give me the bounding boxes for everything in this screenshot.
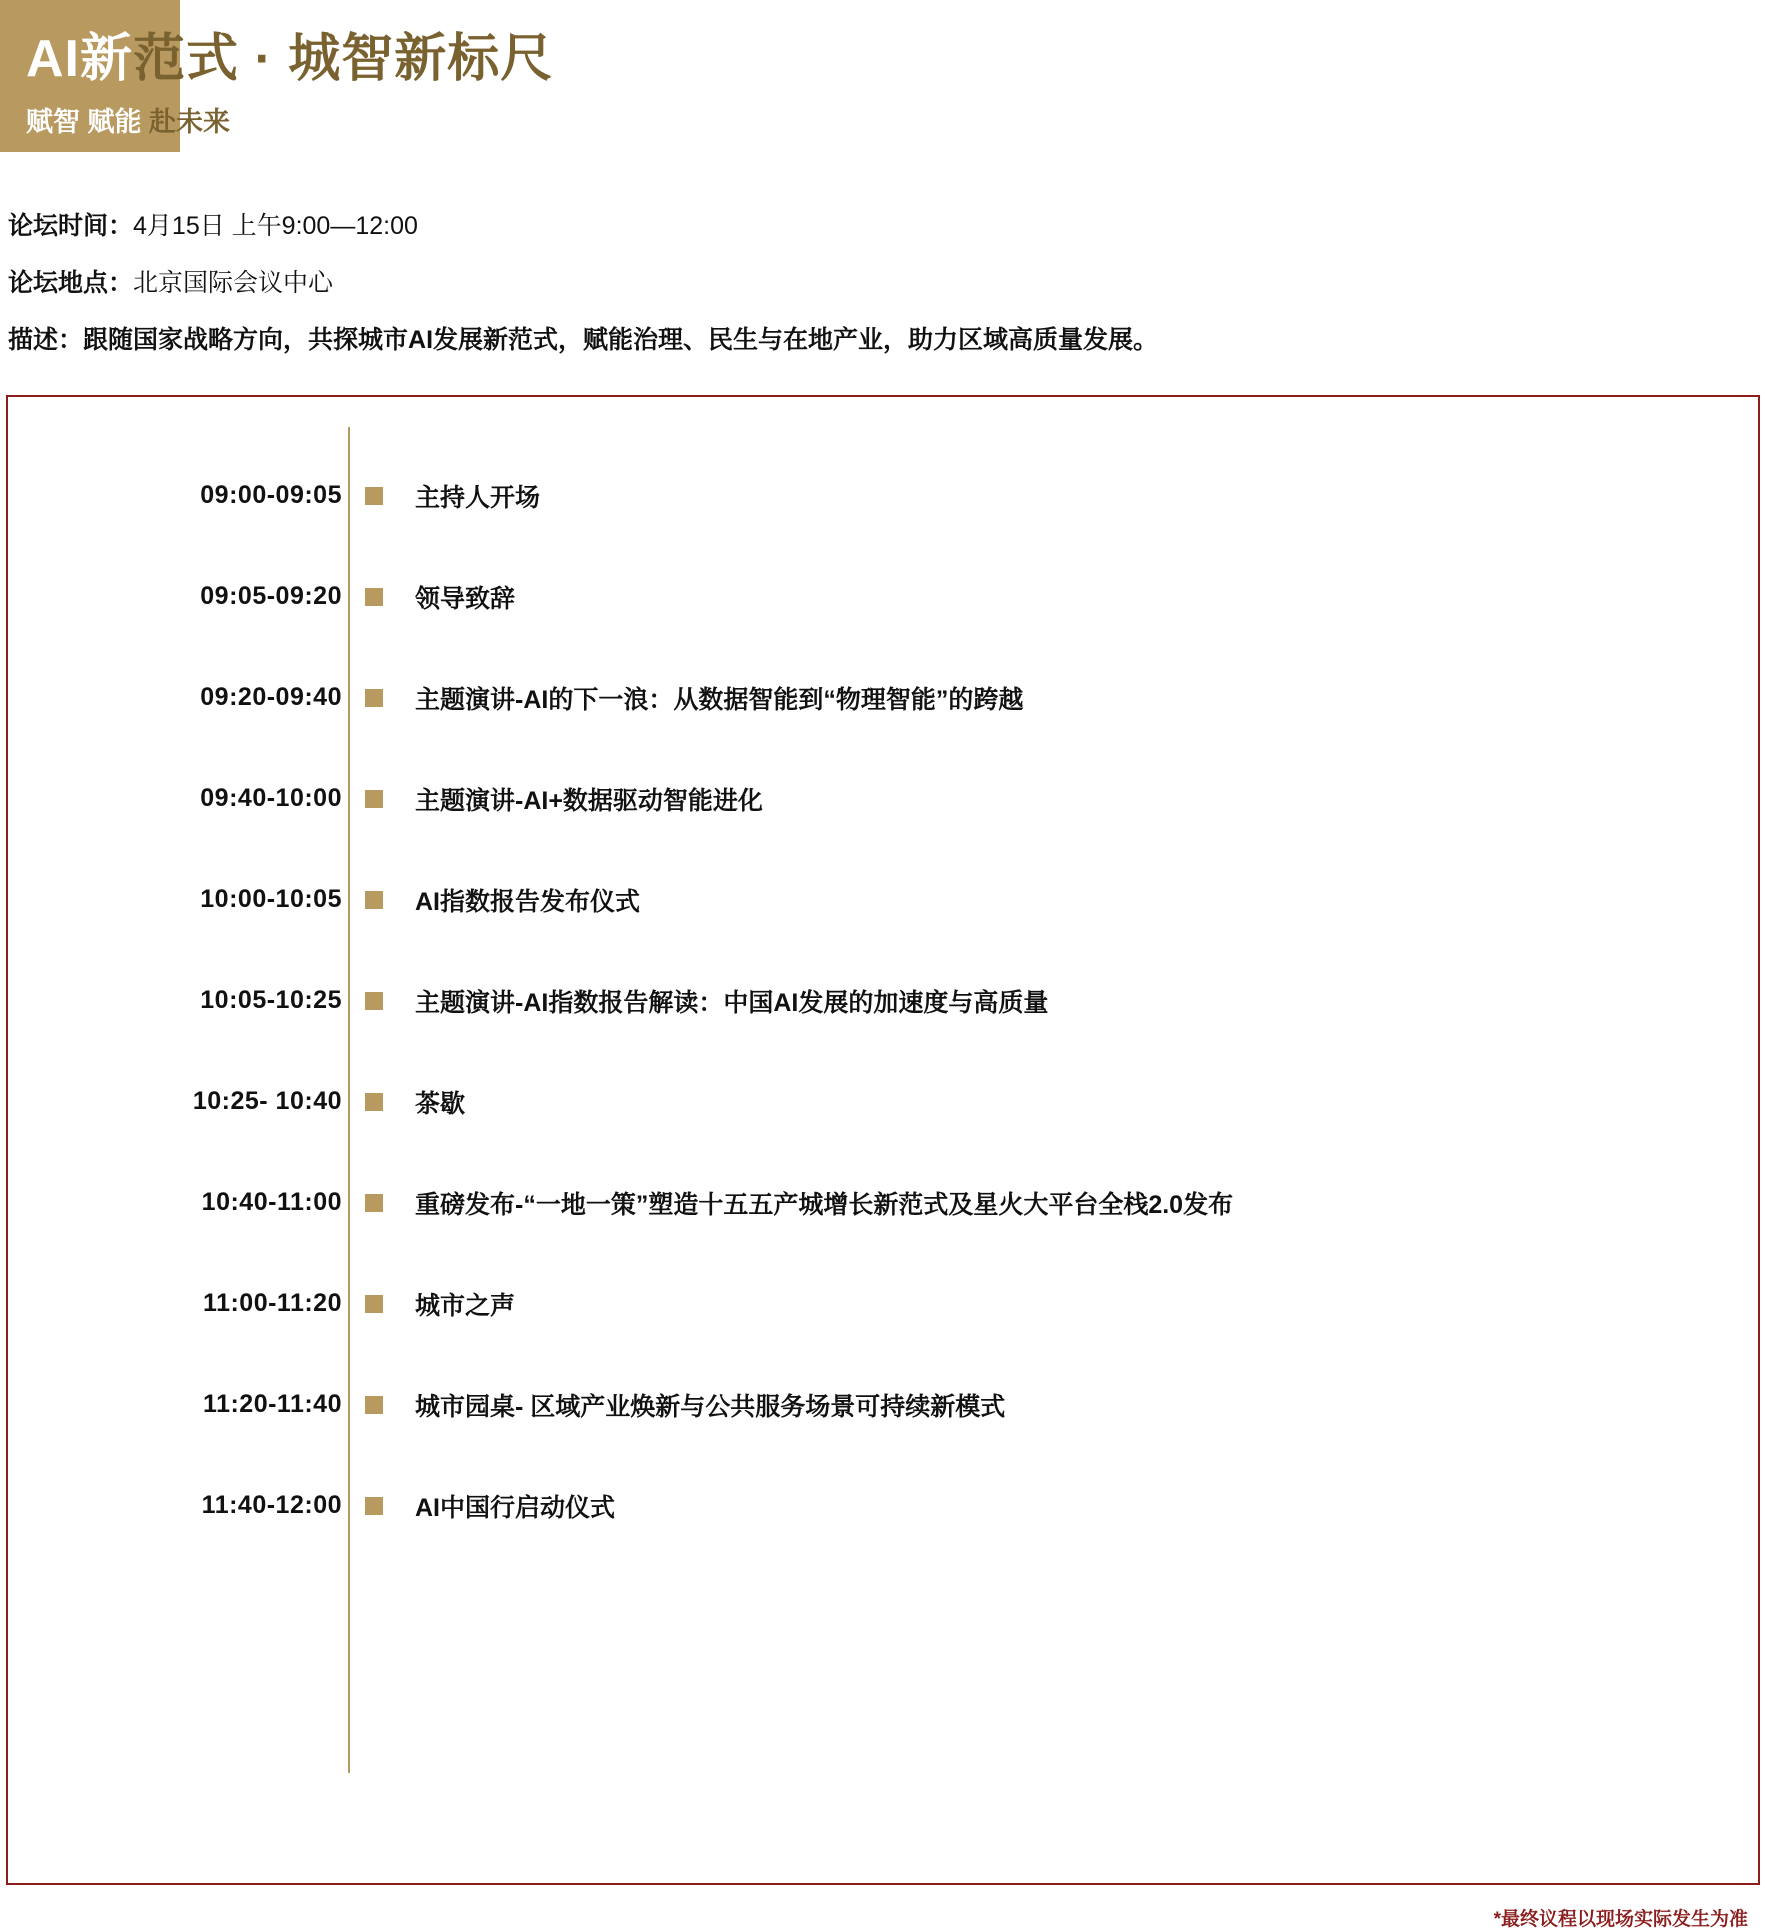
agenda-bullet-icon <box>365 1194 383 1212</box>
agenda-title: 茶歇 <box>415 1089 466 1118</box>
page-title-rest: 范式 · 城智新标尺 <box>133 30 554 88</box>
page-subtitle-highlight: 赋智 赋能 <box>26 107 142 137</box>
agenda-time: 10:25- 10:40 <box>192 1087 342 1115</box>
agenda-row <box>8 950 1758 1051</box>
agenda-title: 主持人开场 <box>415 483 541 512</box>
agenda-bullet-icon <box>365 689 383 707</box>
forum-time-value: 4月15日 上午9:00—12:00 <box>133 212 418 240</box>
agenda-row <box>8 445 1758 546</box>
agenda-bullet-icon <box>365 1497 383 1515</box>
agenda-title: 城市园桌- 区域产业焕新与公共服务场景可持续新模式 <box>415 1392 1006 1421</box>
agenda-list <box>8 397 1758 1556</box>
agenda-bullet-icon <box>365 1295 383 1313</box>
forum-place-label: 论坛地点： <box>8 269 134 297</box>
page-subtitle-rest: 赴未来 <box>141 107 231 137</box>
agenda-bullet-icon <box>365 891 383 909</box>
forum-place-value: 北京国际会议中心 <box>133 269 334 297</box>
agenda-panel <box>6 395 1760 1930</box>
forum-desc-row <box>8 328 1766 353</box>
agenda-bullet-icon <box>365 992 383 1010</box>
forum-place-row <box>8 271 1766 296</box>
forum-desc-label: 描述： <box>8 326 84 354</box>
forum-desc-value: 跟随国家战略方向，共探城市AI发展新范式，赋能治理、民生与在地产业，助力区域高质量发展。 <box>83 326 1159 354</box>
forum-meta <box>8 214 1766 353</box>
page-subtitle <box>26 100 230 139</box>
agenda-title: 城市之声 <box>415 1291 516 1320</box>
agenda-row <box>8 849 1758 950</box>
agenda-time: 09:20-09:40 <box>200 683 342 711</box>
agenda-bullet-icon <box>365 1093 383 1111</box>
agenda-row <box>8 1455 1758 1556</box>
agenda-title: 主题演讲-AI的下一浪：从数据智能到“物理智能”的跨越 <box>415 685 1024 714</box>
page-title-highlight: AI新 <box>26 30 134 88</box>
forum-time-label: 论坛时间： <box>8 212 134 240</box>
agenda-bullet-icon <box>365 487 383 505</box>
agenda-title: 领导致辞 <box>415 584 516 613</box>
agenda-time: 10:00-10:05 <box>200 885 342 913</box>
agenda-title: 主题演讲-AI指数报告解读：中国AI发展的加速度与高质量 <box>415 988 1049 1017</box>
agenda-time: 09:00-09:05 <box>200 481 342 509</box>
agenda-row <box>8 748 1758 849</box>
agenda-title: 重磅发布-“一地一策”塑造十五五产城增长新范式及星火大平台全栈2.0发布 <box>415 1190 1234 1219</box>
agenda-row <box>8 1354 1758 1455</box>
agenda-footnote: *最终议程以现场实际发生为准 <box>1493 1909 1748 1930</box>
agenda-time: 11:20-11:40 <box>203 1390 342 1418</box>
agenda-row <box>8 1051 1758 1152</box>
agenda-bullet-icon <box>365 588 383 606</box>
agenda-time: 09:40-10:00 <box>200 784 342 812</box>
agenda-row <box>8 546 1758 647</box>
agenda-time: 10:05-10:25 <box>200 986 342 1014</box>
agenda-title: 主题演讲-AI+数据驱动智能进化 <box>415 786 763 815</box>
agenda-row <box>8 1152 1758 1253</box>
agenda-row <box>8 647 1758 748</box>
agenda-title: AI指数报告发布仪式 <box>415 887 641 916</box>
agenda-row <box>8 1253 1758 1354</box>
agenda-time: 11:40-12:00 <box>201 1491 342 1519</box>
agenda-time: 09:05-09:20 <box>200 582 342 610</box>
agenda-time: 10:40-11:00 <box>201 1188 342 1216</box>
agenda-bullet-icon <box>365 1396 383 1414</box>
page-title <box>26 16 553 91</box>
forum-time-row <box>8 214 1766 239</box>
page-banner <box>0 0 1766 152</box>
agenda-bullet-icon <box>365 790 383 808</box>
agenda-title: AI中国行启动仪式 <box>415 1493 616 1522</box>
agenda-time: 11:00-11:20 <box>203 1289 342 1317</box>
